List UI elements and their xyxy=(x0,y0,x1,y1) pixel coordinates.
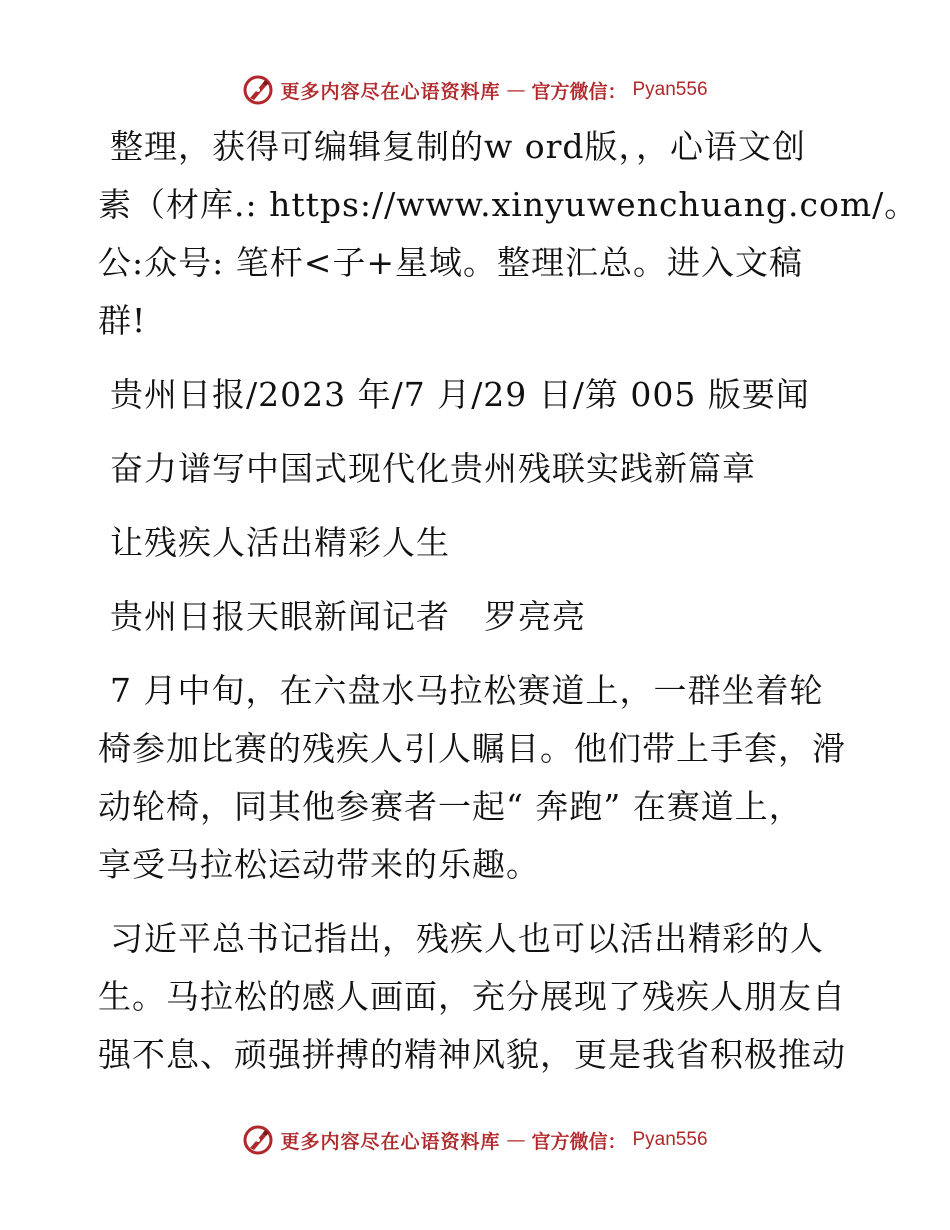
banner-content xyxy=(242,74,707,106)
text-line: 贵州日报/2023 年/7 月/29 日/第 005 版要闻 xyxy=(110,375,810,414)
text-line: 生。马拉松的感人画面，充分展现了残疾人朋友自 xyxy=(98,977,846,1016)
text-line: 强不息、顽强拼搏的精神风貌，更是我省积极推动 xyxy=(98,1035,846,1074)
banner-separator: — xyxy=(506,1129,526,1151)
text-line: 贵州日报天眼新闻记者 罗亮亮 xyxy=(110,597,586,636)
text-line: 让残疾人活出精彩人生 xyxy=(110,523,450,562)
banner-official-label: 官方微信： xyxy=(531,80,627,103)
footer-banner xyxy=(0,1120,950,1160)
publication-info xyxy=(98,366,858,424)
article-subheadline xyxy=(98,514,858,572)
banner-content xyxy=(242,1124,707,1156)
text-line: 公:众号: 笔杆<子+星域。整理汇总。进入文稿 xyxy=(98,243,804,282)
text-line: 7 月中旬，在六盘水马拉松赛道上，一群坐着轮 xyxy=(110,671,824,710)
header-banner xyxy=(0,70,950,110)
body-paragraph-1 xyxy=(98,662,858,894)
text-line: 整理，获得可编辑复制的w ord版，，心语文创 xyxy=(110,127,807,166)
document-body xyxy=(98,118,919,1100)
text-line: 奋力谱写中国式现代化贵州残联实践新篇章 xyxy=(110,449,756,488)
banner-official-label: 官方微信： xyxy=(531,1130,627,1153)
text-line: 椅参加比赛的残疾人引人瞩目。他们带上手套，滑 xyxy=(98,729,846,768)
banner-title: 更多内容尽在心语资料库 xyxy=(280,80,501,103)
text-line: 享受马拉松运动带来的乐趣。 xyxy=(98,845,540,884)
article-headline xyxy=(98,440,858,498)
text-line: 群! xyxy=(98,301,147,340)
article-byline xyxy=(98,588,858,646)
pen-logo-icon xyxy=(242,74,274,106)
banner-separator: — xyxy=(506,79,526,101)
text-line: 动轮椅，同其他参赛者一起“ 奔跑” 在赛道上， xyxy=(98,787,803,826)
banner-title: 更多内容尽在心语资料库 xyxy=(280,1130,501,1153)
body-paragraph-2 xyxy=(98,910,858,1084)
text-line: 素（材库.: https://www.xinyuwenchuang.com/。 xyxy=(98,185,919,224)
banner-wechat-id: Pyan556 xyxy=(632,1129,708,1150)
banner-wechat-id: Pyan556 xyxy=(632,79,708,100)
intro-paragraph xyxy=(98,118,919,350)
text-line: 习近平总书记指出，残疾人也可以活出精彩的人 xyxy=(110,919,824,958)
pen-logo-icon xyxy=(242,1124,274,1156)
